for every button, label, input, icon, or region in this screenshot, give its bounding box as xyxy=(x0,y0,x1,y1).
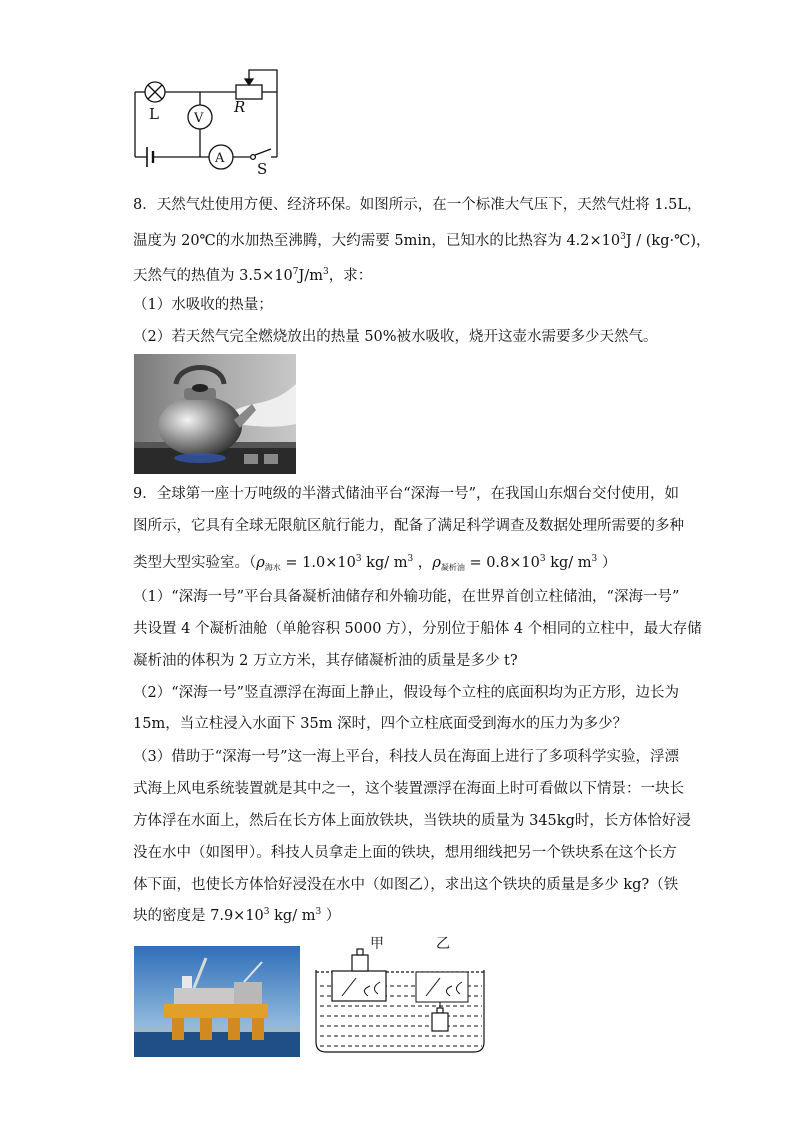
q8-line-2: 温度为 20℃的水加热至沸腾，大约需要 5min，已知水的比热容为 $4.2\times 10^3J$ / (kg·℃)， xyxy=(133,232,711,249)
q9-line-3-densities: 类型大型实验室。（$\rho_{海水} = 1.0\times 10^3$ kg/ $m^3$ ，$\rho_{凝析油} = 0.8\times 10^3$ kg/ $m^3$ ） xyxy=(133,554,617,572)
label-jia: 甲 xyxy=(370,936,384,952)
circuit-diagram xyxy=(125,62,295,180)
iron-block-jia xyxy=(352,955,368,971)
q9-part3-line-2: 式海上风电系统装置就是其中之一，这个装置漂浮在海面上时可看做以下情景：一块长 xyxy=(133,781,684,797)
label-yi: 乙 xyxy=(436,936,450,952)
rheostat-label: R xyxy=(234,98,246,116)
q9-part3-line-4: 没在水中（如图甲）。科技人员拿走上面的铁块，想用细线把另一个铁块系在这个长方 xyxy=(133,845,677,861)
q9-part2-line-2: 15m，当立柱浸入水面下 35m 深时，四个立柱底面受到海水的压力为多少？ xyxy=(133,716,628,732)
iron-block-yi xyxy=(432,1013,448,1031)
floating-block-figure xyxy=(312,934,488,1058)
block-yi xyxy=(416,972,468,1002)
ammeter-label: A xyxy=(215,151,225,166)
kettle-on-stove-image xyxy=(134,354,296,474)
block-jia xyxy=(332,971,386,1001)
switch-label: S xyxy=(257,160,268,178)
q9-part3-line-1: （3）借助于“深海一号”这一海上平台，科技人员在海面上进行了多项科学实验，浮漂 xyxy=(133,749,680,765)
q8-sub-1: （1）水吸收的热量； xyxy=(133,297,273,313)
q9-part3-line-5: 体下面，也使长方体恰好浸没在水中（如图乙），求出这个铁块的质量是多少 kg?（铁 xyxy=(133,877,679,893)
q8-line-1: 8．天然气灶使用方便、经济环保。如图所示，在一个标准大气压下，天然气灶将 1.5L， xyxy=(133,197,702,213)
q8-line-3: 天然气的热值为 $3.5\times 10^7J/m^3$，求： xyxy=(133,267,373,284)
voltmeter-label: V xyxy=(194,111,204,126)
q9-part3-line-3: 方体浮在水面上，然后在长方体上面放铁块，当铁块的质量为 345kg时，长方体恰好浸 xyxy=(133,813,691,829)
q9-part1-line-1: （1）“深海一号”平台具备凝析油储存和外输功能，在世界首创立柱储油，“深海一号” xyxy=(133,589,680,605)
q9-part1-line-3: 凝析油的体积为 2 万立方米，其存储凝析油的质量是多少 t? xyxy=(133,653,518,669)
offshore-platform-image xyxy=(134,946,300,1057)
lamp-label: L xyxy=(149,105,159,123)
q9-part2-line-1: （2）“深海一号”竖直漂浮在海面上静止，假设每个立柱的底面积均为正方形，边长为 xyxy=(133,685,680,701)
rheostat-symbol xyxy=(236,85,262,99)
q9-line-1: 9．全球第一座十万吨级的半潜式储油平台“深海一号”，在我国山东烟台交付使用，如 xyxy=(133,486,680,502)
q9-part3-line-6: 块的密度是 $7.9\times 10^3$ kg/ $m^3$ ） xyxy=(133,907,341,924)
q9-line-2: 图所示，它具有全球无限航区航行能力，配备了满足科学调查及数据处理所需要的多种 xyxy=(133,518,684,534)
q8-sub-2: （2）若天然气完全燃烧放出的热量 50%被水吸收，烧开这壶水需要多少天然气。 xyxy=(133,329,658,345)
q9-part1-line-2: 共设置 4 个凝析油舱（单舱容积 5000 方），分别位于船体 4 个相同的立柱中，最大存储 xyxy=(133,621,702,637)
